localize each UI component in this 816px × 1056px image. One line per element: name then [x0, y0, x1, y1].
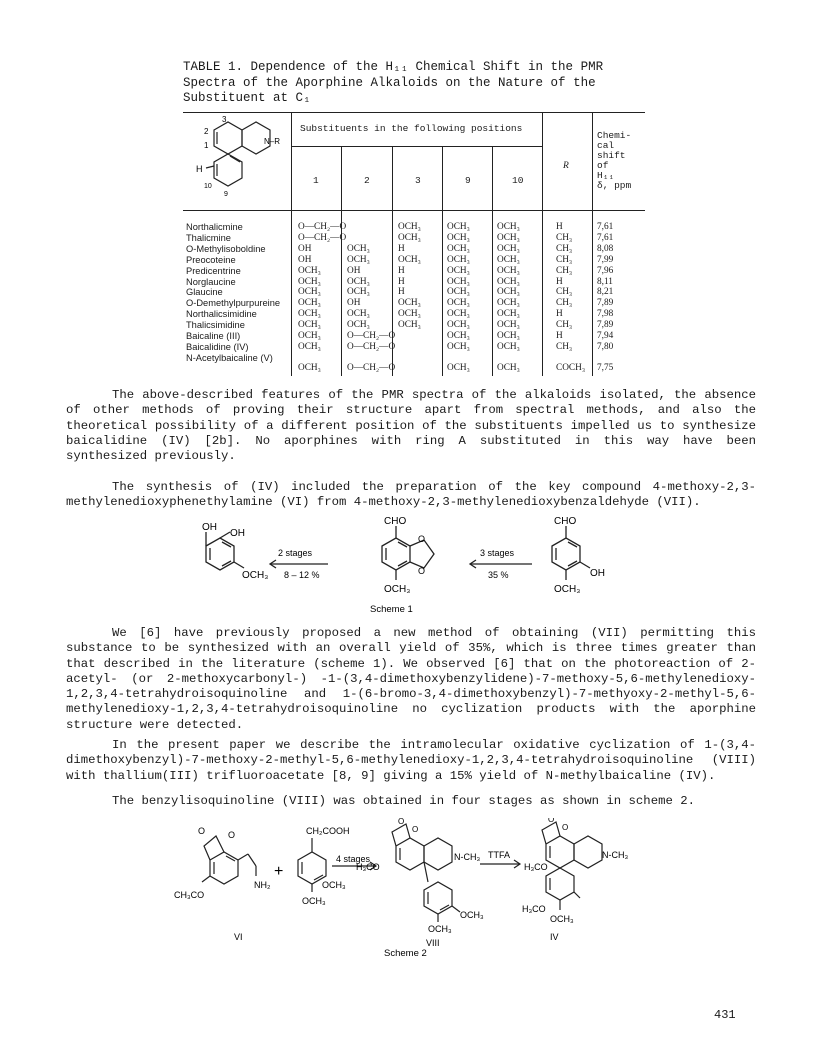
table-cell-r: CH₃: [556, 298, 573, 309]
table-cell-r: H: [556, 331, 563, 341]
s1-mid-o2: O: [418, 566, 426, 576]
table-cell-c9: OCH₃: [447, 265, 470, 276]
table-cell-shift: 7,75: [597, 362, 614, 373]
table-cell-c3: OCH₃: [398, 298, 421, 309]
table-cell-c10: OCH₃: [497, 232, 520, 243]
table-cell-r: CH₃: [556, 341, 573, 352]
table-cell-c10: OCH₃: [497, 254, 520, 265]
table-cell-c9: OCH₃: [447, 298, 470, 309]
table-subheader-rule: [291, 146, 542, 147]
table-cell-r: H: [556, 276, 563, 287]
struct-label-nr: N–R: [264, 137, 281, 146]
table-cell-name: Baicaline (III): [186, 331, 241, 341]
col-rule-b: [341, 146, 342, 376]
table-cell-c1: OCH₃: [298, 265, 321, 276]
table-cell-c2: OCH₃: [347, 287, 370, 298]
header-pos-10: 10: [512, 175, 524, 186]
s1-left-oh2: OH: [230, 528, 245, 539]
s2-viii-label: VIII: [426, 938, 440, 948]
s2-vi-nh2: NH₂: [254, 880, 271, 890]
table-cell-c9: OCH₃: [447, 243, 470, 254]
table-cell-shift: 7,98: [597, 309, 614, 320]
table-cell-c10: OCH₃: [497, 276, 520, 287]
table-cell-c3: H: [398, 243, 405, 254]
table-caption-line2: Spectra of the Aporphine Alkaloids on the Nature of the: [183, 75, 596, 90]
s1-arrow2-top: 3 stages: [480, 548, 515, 558]
header-substituents: Substituents in the following positions: [300, 123, 523, 134]
shift-h1: Chemi-: [597, 130, 632, 141]
table-cell-c1: OCH₃: [298, 362, 321, 373]
table-cell-c9: OCH₃: [447, 341, 470, 352]
col-rule-e: [492, 146, 493, 376]
header-pos-2: 2: [364, 175, 370, 186]
table-cell-c3: OCH₃: [398, 254, 421, 265]
shift-h5: H₁₁: [597, 170, 615, 181]
table-cell-c2: OCH₃: [347, 309, 370, 320]
paragraph-4: [66, 738, 756, 784]
s2-viii-och3b: OCH₃: [428, 924, 452, 934]
table-cell-c1: OCH₃: [298, 320, 321, 331]
s1-mid-cho: CHO: [384, 516, 407, 527]
s1-mid-och3: OCH₃: [384, 584, 411, 595]
struct-label-9: 9: [224, 191, 228, 198]
s2-viii-h3co: H₃CO: [356, 862, 380, 872]
s2-iv-och3: OCH₃: [550, 914, 574, 924]
table-cell-c10: OCH₃: [497, 265, 520, 276]
s2-viii-o2: O: [412, 825, 419, 834]
struct-label-1: 1: [204, 141, 209, 150]
table-cell-c1: OH: [298, 243, 312, 254]
table-cell-shift: 8,21: [597, 287, 614, 298]
table-cell-c9: OCH₃: [447, 287, 470, 298]
s2-iv-o2: O: [562, 823, 569, 832]
shift-h6: δ, ppm: [597, 180, 632, 191]
table-cell-name: Northalicmine: [186, 222, 243, 232]
table-top-rule: [183, 112, 645, 113]
s2-arrow1: 4 stages: [336, 854, 371, 864]
s2-viii-nch3: N-CH₃: [454, 852, 481, 862]
header-pos-1: 1: [313, 175, 319, 186]
table-cell-name: Preocoteine: [186, 254, 236, 265]
table-cell-name: N-Acetylbaicaline (V): [186, 352, 273, 363]
s2-acid-och3a: OCH₃: [322, 880, 346, 890]
paragraph-1-text: The above-described features of the PMR spectra of the alkaloids isolated, the absence of other methods of proving their structure apart from spectral methods, and also the theoretical possibility of a different position of the substituents impelled us to synthesize baicalidine (IV) [2b]. No aporphines with ring A substituted in this way have been synthesized previously.: [66, 388, 756, 464]
table-cell-c3: H: [398, 276, 405, 287]
table-cell-name: Baicalidine (IV): [186, 341, 249, 352]
table-cell-shift: 7,99: [597, 254, 614, 265]
table-cell-name: O-Methylisoboldine: [186, 243, 266, 254]
table-cell-r: CH₃: [556, 232, 573, 243]
table-cell-c9: OCH₃: [447, 320, 470, 331]
table-cell-shift: 7,80: [597, 341, 614, 352]
s2-viii-och3a: OCH₃: [460, 910, 484, 920]
table-cell-name: O-Demethylpurpureine: [186, 298, 281, 309]
table-cell-c2: OH: [347, 298, 361, 309]
s1-arrow1-top: 2 stages: [278, 548, 313, 558]
table-cell-c10: OCH₃: [497, 298, 520, 309]
header-pos-3: 3: [415, 175, 421, 186]
table-cell-shift: 7,61: [597, 222, 614, 232]
col-rule-g: [592, 112, 593, 376]
table-cell-c2: OCH₃: [347, 320, 370, 331]
col-rule-f: [542, 112, 543, 376]
table-cell-name: Glaucine: [186, 287, 223, 298]
struct-label-h: H: [196, 164, 203, 174]
table-cell-shift: 7,61: [597, 232, 614, 243]
s2-arrow2: TTFA: [488, 850, 510, 860]
table-cell-c10: OCH₃: [497, 331, 520, 341]
s1-arrow2-bottom: 35 %: [488, 570, 509, 580]
table-cell-c2: OCH₃: [347, 276, 370, 287]
table-cell-c9: OCH₃: [447, 222, 470, 232]
table-cell-c10: OCH₃: [497, 287, 520, 298]
table-cell-c9: OCH₃: [447, 331, 470, 341]
table-cell-shift: 7,96: [597, 265, 614, 276]
table-cell-c10: OCH₃: [497, 309, 520, 320]
s2-iv-h3co1: H₃CO: [524, 862, 548, 872]
table-cell-shift: 8,08: [597, 243, 614, 254]
table-cell-r: H: [556, 222, 563, 232]
table-cell-c10: OCH₃: [497, 320, 520, 331]
page-number: 431: [714, 1008, 736, 1022]
s2-iv-o1: O: [548, 818, 555, 824]
table-cell-c2: OCH₃: [347, 243, 370, 254]
col-rule-d: [442, 146, 443, 376]
table-cell-r: CH₃: [556, 254, 573, 265]
s1-arrow1-bottom: 8 – 12 %: [284, 570, 320, 580]
s2-plus: +: [274, 863, 284, 880]
table-cell-c10: OCH₃: [497, 243, 520, 254]
table-cell-shift: 7,94: [597, 331, 614, 341]
s2-iv-nch3: N-CH₃: [602, 850, 629, 860]
s2-acid-top: CH₂COOH: [306, 826, 350, 836]
paragraph-3: [66, 626, 756, 733]
table-cell-name: Thalicsimidine: [186, 320, 245, 331]
table-cell-c2: O—CH₂—O: [347, 331, 396, 341]
table-cell-r: COCH₃: [556, 362, 586, 373]
table-cell-r: CH₃: [556, 243, 573, 254]
s2-iv-h3co2: H₃CO: [522, 904, 546, 914]
s1-right-och3: OCH₃: [554, 584, 581, 595]
table-cell-c2: OCH₃: [347, 254, 370, 265]
table-cell-c3: H: [398, 287, 405, 298]
table-cell-name: Thalicmine: [186, 232, 231, 243]
table-caption-line3: Substituent at C₁: [183, 91, 311, 105]
scheme-2-figure: [170, 818, 670, 958]
s2-vi-ch3co: CH₃CO: [174, 890, 205, 900]
table-cell-c2: O—CH₂—O: [347, 362, 396, 373]
paragraph-2: [66, 480, 756, 511]
header-pos-9: 9: [465, 175, 471, 186]
table-cell-c1: OCH₃: [298, 298, 321, 309]
s2-acid-och3b: OCH₃: [302, 896, 326, 906]
struct-label-2: 2: [204, 127, 209, 136]
table-cell-c1: OCH₃: [298, 287, 321, 298]
paragraph-3-text: We [6] have previously proposed a new method of obtaining (VII) permitting this substance to be synthesized with an overall yield of 35%, which is three times greater than that described in the literature (scheme 1). We observed [6] that on the photoreaction of 2-acetyl- (or 2-methoxycarbonyl-) -1-(3,4-dimethoxybenzylidene)-7-methoxy-5,6-methylenedioxy-1,2,3,4-tetrahydroisoquinoline and 1-(6-bromo-3,4-dimethoxybenzyl)-7-methyoxy-2-methyl-5,6-methylenedioxy-1,2,3,4-tetrahydroisoquinoline no cyclization products with the aporphine structure were detected.: [66, 626, 756, 732]
struct-label-10: 10: [204, 183, 212, 190]
table-cell-shift: 7,89: [597, 320, 614, 331]
table-cell-c9: OCH₃: [447, 309, 470, 320]
table-header-rule: [183, 210, 645, 211]
table-cell-c9: OCH₃: [447, 362, 470, 373]
paragraph-5-text: The benzylisoquinoline (VIII) was obtained in four stages as shown in scheme 2.: [112, 794, 695, 808]
table-cell-r: CH₃: [556, 265, 573, 276]
shift-h2: cal: [597, 140, 615, 151]
s1-mid-o1: O: [418, 534, 426, 544]
scheme-1-caption: Scheme 1: [370, 604, 413, 615]
table-cell-c1: O—CH₂—O: [298, 222, 347, 232]
header-shift: [597, 131, 631, 191]
s1-right-oh: OH: [590, 568, 605, 579]
table-cell-name: Northalicsimidine: [186, 309, 257, 320]
table-cell-c1: OCH₃: [298, 341, 321, 352]
table-cell-c10: OCH₃: [497, 341, 520, 352]
table-cell-c1: OCH₃: [298, 309, 321, 320]
paragraph-5: [66, 794, 756, 809]
table-cell-c9: OCH₃: [447, 232, 470, 243]
table-cell-c3: OCH₃: [398, 320, 421, 331]
table-cell-shift: 7,89: [597, 298, 614, 309]
s1-left-oh1: OH: [202, 522, 217, 533]
table-cell-name: Predicentrine: [186, 265, 241, 276]
scheme-1-figure: [180, 514, 630, 618]
table-cell-c10: OCH₃: [497, 362, 520, 373]
table-cell-c3: H: [398, 265, 405, 276]
table-cell-c3: OCH₃: [398, 222, 421, 232]
struct-label-3: 3: [222, 116, 227, 124]
s1-right-cho: CHO: [554, 516, 577, 527]
s2-viii-o1: O: [398, 818, 405, 826]
table-cell-c1: OCH₃: [298, 331, 321, 341]
s1-left-och3: OCH₃: [242, 570, 269, 581]
s2-vi-label: VI: [234, 932, 243, 942]
s2-vi-o1: O: [198, 826, 206, 836]
table-cell-name: Norglaucine: [186, 276, 236, 287]
table-cell-shift: 8,11: [597, 276, 613, 287]
scheme-2-caption: Scheme 2: [384, 948, 427, 958]
table-cell-c9: OCH₃: [447, 276, 470, 287]
table-cell-c10: OCH₃: [497, 222, 520, 232]
table-cell-c1: O—CH₂—O: [298, 232, 347, 243]
table-cell-r: CH₃: [556, 287, 573, 298]
aporphine-structure-icon: [186, 116, 290, 208]
col-rule-a: [291, 112, 292, 376]
table-cell-c2: O—CH₂—O: [347, 341, 396, 352]
s2-vi-o2: O: [228, 830, 236, 840]
table-cell-c3: OCH₃: [398, 309, 421, 320]
shift-h3: shift: [597, 150, 626, 161]
table-caption-line1: TABLE 1. Dependence of the H₁₁ Chemical Shift in the PMR: [183, 60, 604, 74]
paragraph-4-text: In the present paper we describe the intramolecular oxidative cyclization of 1-(3,4-dimethoxybenzyl)-7-methoxy-2-methyl-5,6-methylenedioxy-1,2,3,4-tetrahydroisoquinoline (VIII) with thallium(III) trifluoroacetate [8, 9] giving a 15% yield of N-methylbaicaline (IV).: [66, 738, 756, 783]
table-caption: [183, 60, 653, 107]
table-cell-c1: OH: [298, 254, 312, 265]
table-cell-r: H: [556, 309, 563, 320]
shift-h4: of: [597, 160, 609, 171]
paragraph-1: [66, 388, 756, 464]
table-cell-c2: OH: [347, 265, 361, 276]
table-cell-c9: OCH₃: [447, 254, 470, 265]
table-cell-c3: OCH₃: [398, 232, 421, 243]
s2-iv-label: IV: [550, 932, 559, 942]
header-r: R: [563, 161, 569, 171]
table-cell-r: CH₃: [556, 320, 573, 331]
paragraph-2-text: The synthesis of (IV) included the preparation of the key compound 4-methoxy-2,3-methylenedioxyphenethylamine (VI) from 4-methoxy-2,3-methylenedioxybenzaldehyde (VII).: [66, 480, 756, 510]
table-cell-c1: OCH₃: [298, 276, 321, 287]
